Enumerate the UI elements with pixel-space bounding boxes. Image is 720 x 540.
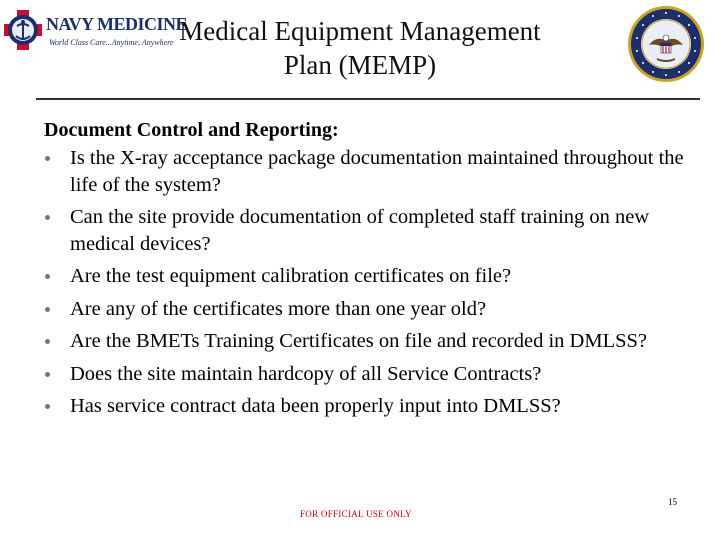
bullet-text: Can the site provide documentation of completed staff training on new medical devices?	[70, 206, 650, 255]
section-heading: Document Control and Reporting:	[44, 119, 339, 141]
bullet-item	[44, 393, 684, 420]
page-title	[160, 14, 560, 82]
bullet-text: Are any of the certificates more than one year old?	[70, 297, 487, 320]
bullet-dot-icon	[45, 274, 50, 279]
title-line-2: Plan (MEMP)	[283, 50, 437, 80]
bullet-text: Does the site maintain hardcopy of all Service Contracts?	[70, 362, 542, 385]
bullet-dot-icon	[45, 156, 50, 161]
bullet-item	[44, 361, 684, 388]
bullet-item	[44, 145, 684, 198]
bullet-item	[44, 204, 684, 257]
bullet-item	[44, 328, 684, 355]
navy-medicine-emblem-icon	[2, 4, 48, 56]
bullet-list	[44, 145, 684, 426]
bullet-item	[44, 296, 684, 323]
navy-medicine-logo	[2, 4, 188, 56]
bullet-text: Are the test equipment calibration certificates on file?	[70, 265, 512, 287]
page-number: 15	[668, 497, 677, 507]
department-of-navy-seal-icon	[627, 5, 705, 83]
bullet-dot-icon	[45, 372, 50, 377]
bullet-item	[44, 263, 684, 290]
bullet-text: Are the BMETs Training Certificates on file and recorded in DMLSS?	[70, 330, 648, 352]
bullet-dot-icon	[45, 215, 50, 220]
bullet-text: Is the X-ray acceptance package documentation maintained throughout the life of the system?	[70, 147, 684, 196]
bullet-dot-icon	[45, 307, 50, 312]
classification-footer: FOR OFFICIAL USE ONLY	[300, 509, 412, 519]
bullet-text: Has service contract data been properly input into DMLSS?	[70, 395, 561, 417]
logo-tagline: World Class Care...Anytime, Anywhere	[49, 38, 174, 47]
title-line-1: Medical Equipment Management	[179, 16, 541, 46]
bullet-dot-icon	[45, 404, 50, 409]
logo-text: NAVY MEDICINE	[46, 14, 188, 34]
bullet-dot-icon	[45, 339, 50, 344]
header-divider	[36, 98, 700, 100]
